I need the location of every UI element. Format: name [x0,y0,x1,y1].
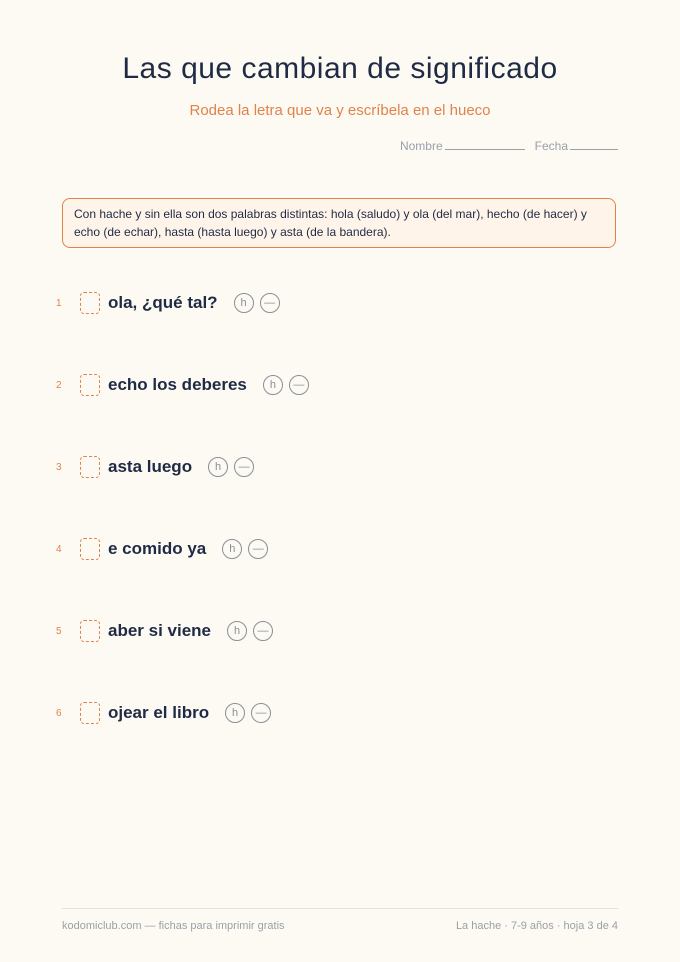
choice-h[interactable]: h [222,539,242,559]
item-number: 3 [56,461,62,473]
date-label: Fecha [534,139,568,153]
date-line [570,148,618,150]
item-phrase: asta luego [108,457,193,476]
page-title: Las que cambian de significado [122,52,558,85]
exercise-item [56,371,309,399]
footer-site: kodomiclub.com — fichas para imprimir gratis [62,920,285,932]
footer-page-info: La hache · 7-9 años · hoja 3 de 4 [455,920,618,932]
exercise-item [56,617,273,645]
item-number: 1 [56,297,62,309]
exercise-item [56,699,271,727]
choice-group [225,703,271,723]
date-field[interactable] [535,139,618,153]
choice-h[interactable]: h [234,293,254,313]
page-subtitle: Rodea la letra que va y escríbela en el hueco [189,102,491,119]
item-number: 4 [56,543,62,555]
choice-none[interactable]: — [234,457,254,477]
choice-h[interactable]: h [225,703,245,723]
choice-none[interactable]: — [251,703,271,723]
info-box: Con hache y sin ella son dos palabras distintas: hola (saludo) y ola (del mar), hecho (de hacer) y echo (de echar), hasta (hasta luego) y asta (de la bandera). [62,198,616,248]
answer-box[interactable] [80,620,100,642]
item-number: 5 [56,625,62,637]
name-date-fields [400,139,618,153]
item-number: 2 [56,379,62,391]
exercise-item [56,289,280,317]
exercise-item [56,535,268,563]
name-field[interactable] [400,139,525,153]
item-phrase: e comido ya [108,539,207,558]
choice-none[interactable]: — [248,539,268,559]
answer-box[interactable] [80,538,100,560]
choice-none[interactable]: — [260,293,280,313]
choice-h[interactable]: h [227,621,247,641]
item-number: 6 [56,707,62,719]
item-phrase: aber si viene [108,621,212,640]
choice-group [234,293,280,313]
name-label: Nombre [399,139,443,153]
choice-none[interactable]: — [289,375,309,395]
answer-box[interactable] [80,702,100,724]
choice-group [222,539,268,559]
footer-divider [62,908,618,909]
answer-box[interactable] [80,456,100,478]
item-phrase: ola, ¿qué tal? [108,293,218,312]
choice-group [263,375,309,395]
choice-group [227,621,273,641]
name-line [445,148,525,150]
choice-none[interactable]: — [253,621,273,641]
item-phrase: ojear el libro [108,703,210,722]
choice-group [208,457,254,477]
choice-h[interactable]: h [208,457,228,477]
choice-h[interactable]: h [263,375,283,395]
exercise-item [56,453,254,481]
answer-box[interactable] [80,374,100,396]
answer-box[interactable] [80,292,100,314]
item-phrase: echo los deberes [108,375,247,394]
